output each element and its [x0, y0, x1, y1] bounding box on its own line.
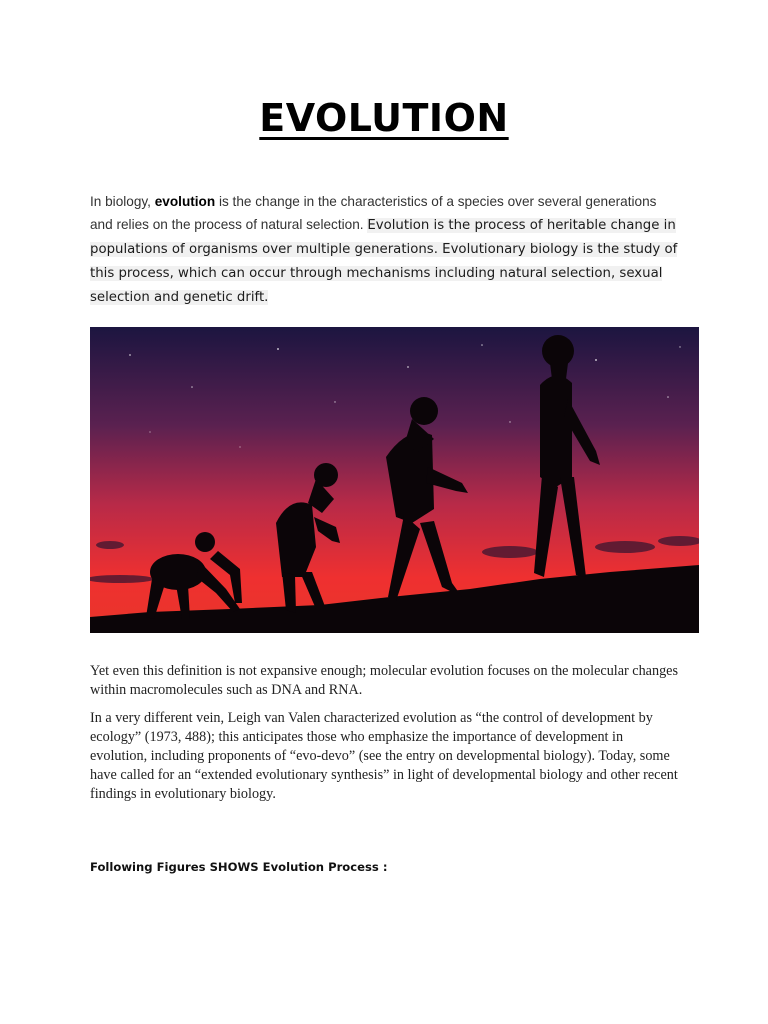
title-text: EVOLUTION: [259, 96, 509, 140]
figure-caption: Following Figures SHOWS Evolution Process :: [90, 860, 388, 874]
page-title: [0, 96, 768, 140]
intro-paragraph: [90, 190, 680, 309]
intro-highlight: Evolution is the process of heritable change in populations of organisms over multiple generations. Evolutionary biology is the study of this process, which can occur through mechanisms including natural selection, sexual selection and genetic drift.: [90, 218, 678, 305]
paragraph-van-valen: In a very different vein, Leigh van Valen characterized evolution as “the control of development by ecology” (1973, 488); this anticipates those who emphasize the importance of development in evolution, including proponents of “evo-devo” (see the entry on developmental biology). Today, some have called for an “extended evolutionary synthesis” in light of developmental biology and other recent findings in evolutionary biology.: [90, 710, 678, 802]
intro-bold-term: evolution: [154, 194, 216, 209]
evolution-image: [90, 327, 699, 633]
paragraph-molecular: Yet even this definition is not expansive enough; molecular evolution focuses on the molecular changes within macromolecules such as DNA and RNA.: [90, 663, 678, 698]
intro-pre: In biology,: [90, 194, 155, 209]
intro-post: is the change in the characteristics of a species over several generations and relies on the process of natural selection.: [90, 194, 657, 232]
